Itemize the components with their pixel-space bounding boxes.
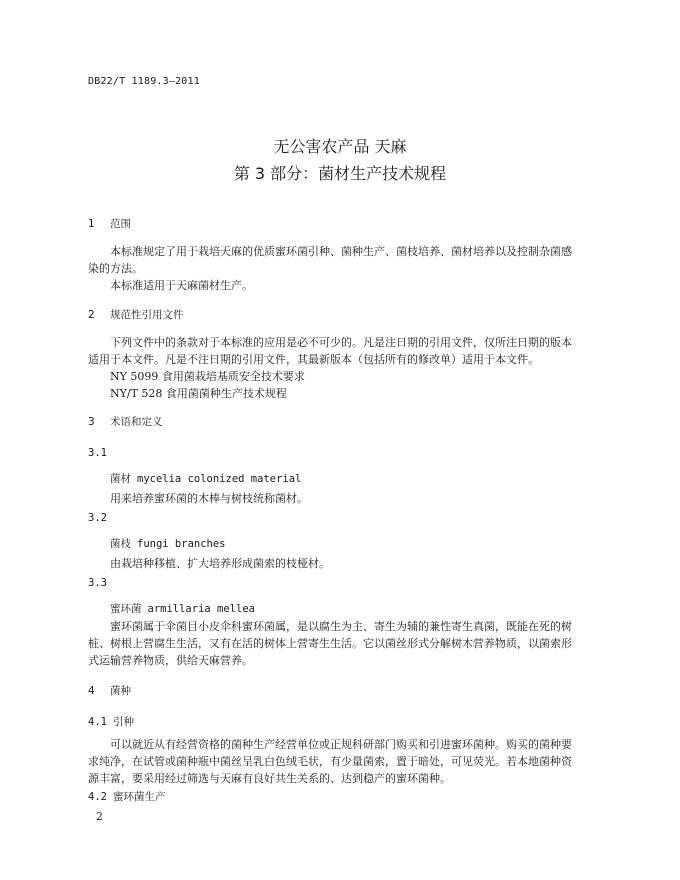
document-number: DB22/T 1189.3—2011	[88, 76, 200, 87]
term-number: 3.1	[88, 447, 107, 459]
section-title: 规范性引用文件	[110, 309, 184, 321]
term-chinese: 蜜环菌	[110, 603, 142, 615]
term-english: fungi branches	[137, 538, 226, 550]
term-heading	[110, 471, 301, 486]
reference-item: NY 5099 食用菌栽培基质安全技术要求	[110, 370, 305, 383]
term-heading	[110, 601, 255, 616]
term-chinese: 菌枝	[110, 538, 131, 550]
section-number: 2	[88, 309, 95, 321]
subsection-4-1-heading	[88, 714, 134, 729]
section-2-heading	[88, 307, 184, 322]
reference-item: NY/T 528 食用菌菌种生产技术规程	[110, 387, 287, 400]
section-title: 范围	[110, 218, 131, 230]
section-4-heading	[88, 683, 131, 698]
term-number: 3.3	[88, 577, 107, 589]
section-2-paragraph-1: 下列文件中的条款对于本标准的应用是必不可少的。凡是注日期的引用文件，仅所注日期的版本适用于本文件。凡是不注日期的引用文件，其最新版本（包括所有的修改单）适用于本文件。	[88, 336, 572, 366]
section-title: 菌种	[110, 685, 131, 697]
title-line-2: 第 3 部分：菌材生产技术规程	[233, 164, 447, 183]
section-1-paragraph-1: 本标准规定了用于栽培天麻的优质蜜环菌引种、菌种生产、菌枝培养、菌材培养以及控制杂菌感染的方法。	[88, 245, 572, 275]
section-3-heading	[88, 414, 163, 429]
section-title: 术语和定义	[110, 416, 163, 428]
section-1-heading	[88, 216, 131, 231]
term-chinese: 菌材	[110, 473, 131, 485]
section-number: 3	[88, 416, 95, 428]
subsection-4-2-heading	[88, 789, 165, 804]
section-number: 1	[88, 218, 95, 230]
term-number: 3.2	[88, 512, 107, 524]
title-line-1: 无公害农产品 天麻	[273, 137, 407, 156]
term-english: armillaria mellea	[147, 603, 255, 615]
subsection-title: 蜜环菌生产	[112, 791, 166, 803]
section-1-paragraph-2: 本标准适用于天麻菌材生产。	[110, 279, 253, 292]
term-heading	[110, 536, 226, 551]
page-number: 2	[96, 810, 103, 823]
subsection-number: 4.2	[88, 791, 107, 803]
subsection-4-1-paragraph: 可以就近从有经营资格的菌种生产经营单位或正规科研部门购买和引进蜜环菌种。购买的菌种要求纯净，在试管或菌种瓶中菌丝呈乳白色绒毛状，有少量菌索，置于暗处，可见荧光。若本地菌种资源丰富，要采用经过筛选与天麻有良好共生关系的、达到稳产的蜜环菌种。	[88, 738, 572, 785]
term-definition: 由栽培种移植、扩大培养形成菌索的枝桠材。	[110, 557, 330, 570]
subsection-number: 4.1	[88, 716, 107, 728]
section-number: 4	[88, 685, 95, 697]
term-definition: 蜜环菌属于伞菌目小皮伞科蜜环菌属，是以腐生为主、寄生为辅的兼性寄生真菌，既能在死的树桩、树根上营腐生生活，又有在活的树体上营寄生生活。它以菌丝形式分解树木营养物质，以菌索形式运输营养物质，供给天麻营养。	[88, 620, 572, 667]
subsection-title: 引种	[112, 716, 134, 728]
term-definition: 用来培养蜜环菌的木棒与树枝统称菌材。	[110, 492, 308, 505]
term-english: mycelia colonized material	[137, 473, 302, 485]
